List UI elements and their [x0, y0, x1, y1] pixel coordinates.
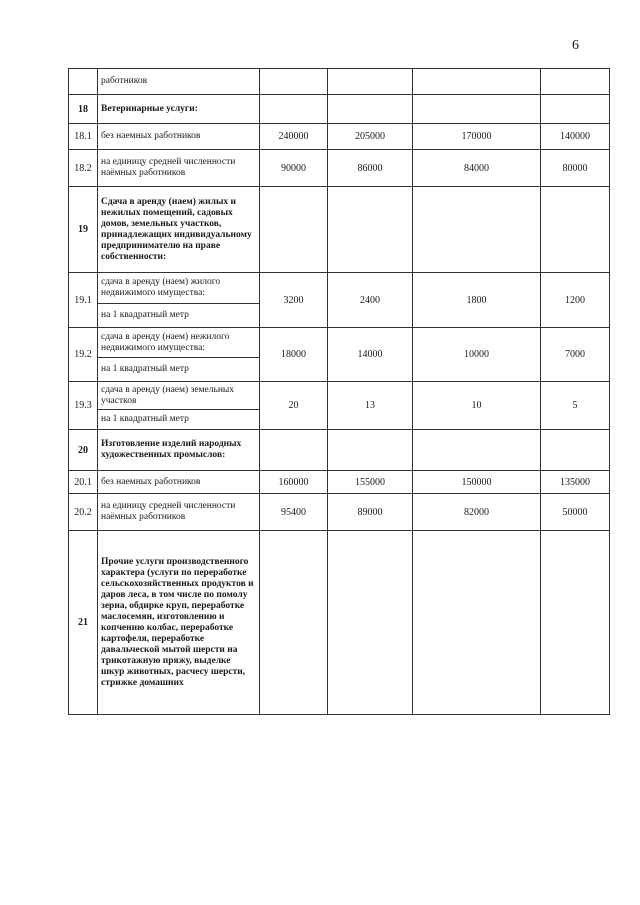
row-value — [328, 531, 413, 715]
row-value: 1800 — [413, 273, 541, 328]
row-value: 205000 — [328, 124, 413, 150]
row-value: 170000 — [413, 124, 541, 150]
row-value: 140000 — [541, 124, 610, 150]
tariff-table — [68, 68, 610, 715]
row-unit: на 1 квадратный метр — [98, 358, 260, 382]
table-row — [69, 494, 610, 531]
table-row — [69, 69, 610, 95]
page-number: 6 — [572, 38, 579, 53]
row-value: 10 — [413, 382, 541, 430]
table-row — [69, 382, 610, 410]
row-number: 19.2 — [69, 328, 98, 382]
row-value — [260, 95, 328, 124]
row-value: 80000 — [541, 150, 610, 187]
row-value: 84000 — [413, 150, 541, 187]
row-value — [260, 69, 328, 95]
row-description: без наемных работников — [98, 124, 260, 150]
table-row — [69, 328, 610, 358]
row-value — [260, 430, 328, 471]
row-number: 18.1 — [69, 124, 98, 150]
row-value: 95400 — [260, 494, 328, 531]
row-value: 1200 — [541, 273, 610, 328]
row-value: 18000 — [260, 328, 328, 382]
row-number: 19 — [69, 187, 98, 273]
row-value: 50000 — [541, 494, 610, 531]
table-row — [69, 531, 610, 715]
row-value — [413, 531, 541, 715]
row-value: 90000 — [260, 150, 328, 187]
row-value — [541, 531, 610, 715]
row-value: 86000 — [328, 150, 413, 187]
row-description: Ветеринарные услуги: — [98, 95, 260, 124]
row-value — [413, 95, 541, 124]
row-value: 2400 — [328, 273, 413, 328]
row-number: 18 — [69, 95, 98, 124]
row-description: сдача в аренду (наем) земельных участков — [98, 382, 260, 410]
row-value: 10000 — [413, 328, 541, 382]
row-value — [328, 95, 413, 124]
row-description: Изготовление изделий народных художественных промыслов: — [98, 430, 260, 471]
row-value — [260, 187, 328, 273]
row-value: 20 — [260, 382, 328, 430]
row-description: работников — [98, 69, 260, 95]
table-row — [69, 273, 610, 304]
row-value — [328, 430, 413, 471]
row-value: 240000 — [260, 124, 328, 150]
row-description: на единицу средней численности наёмных работников — [98, 150, 260, 187]
row-value: 5 — [541, 382, 610, 430]
row-value — [541, 187, 610, 273]
row-description: сдача в аренду (наем) нежилого недвижимого имущества: — [98, 328, 260, 358]
row-description: Сдача в аренду (наем) жилых и нежилых помещений, садовых домов, земельных участков, принадлежащих индивидуальному предпринимателю на праве собственности: — [98, 187, 260, 273]
row-value — [328, 187, 413, 273]
table-row — [69, 95, 610, 124]
row-number: 19.1 — [69, 273, 98, 328]
row-unit: на 1 квадратный метр — [98, 410, 260, 430]
row-number: 18.2 — [69, 150, 98, 187]
row-description: без наемных работников — [98, 471, 260, 494]
row-value — [413, 69, 541, 95]
row-value — [328, 69, 413, 95]
row-value: 150000 — [413, 471, 541, 494]
table-row — [69, 471, 610, 494]
table-row — [69, 150, 610, 187]
row-description: Прочие услуги производственного характера (услуги по переработке сельскохозяйственных продуктов и даров леса, в том числе по помолу зерна, обдирке круп, переработке маслосемян, изготовлению и копчению колбас, переработке картофеля, переработке давальческой мытой шерсти на трикотажную пряжу, выделке шкур животных, расчесу шерсти, стрижке домашних — [98, 531, 260, 715]
row-value: 89000 — [328, 494, 413, 531]
row-number — [69, 69, 98, 95]
row-value — [260, 531, 328, 715]
row-description: на единицу средней численности наёмных работников — [98, 494, 260, 531]
row-value — [413, 187, 541, 273]
row-value: 3200 — [260, 273, 328, 328]
row-number: 19.3 — [69, 382, 98, 430]
row-value: 14000 — [328, 328, 413, 382]
row-value — [413, 430, 541, 471]
row-value: 135000 — [541, 471, 610, 494]
table-row — [69, 187, 610, 273]
row-value — [541, 430, 610, 471]
row-value — [541, 95, 610, 124]
row-description: сдача в аренду (наем) жилого недвижимого имущества: — [98, 273, 260, 304]
row-value: 160000 — [260, 471, 328, 494]
row-value: 13 — [328, 382, 413, 430]
row-value: 82000 — [413, 494, 541, 531]
row-value: 7000 — [541, 328, 610, 382]
row-number: 21 — [69, 531, 98, 715]
row-number: 20 — [69, 430, 98, 471]
row-number: 20.2 — [69, 494, 98, 531]
row-number: 20.1 — [69, 471, 98, 494]
row-value — [541, 69, 610, 95]
table-row — [69, 430, 610, 471]
row-value: 155000 — [328, 471, 413, 494]
table-row — [69, 124, 610, 150]
row-unit: на 1 квадратный метр — [98, 304, 260, 328]
